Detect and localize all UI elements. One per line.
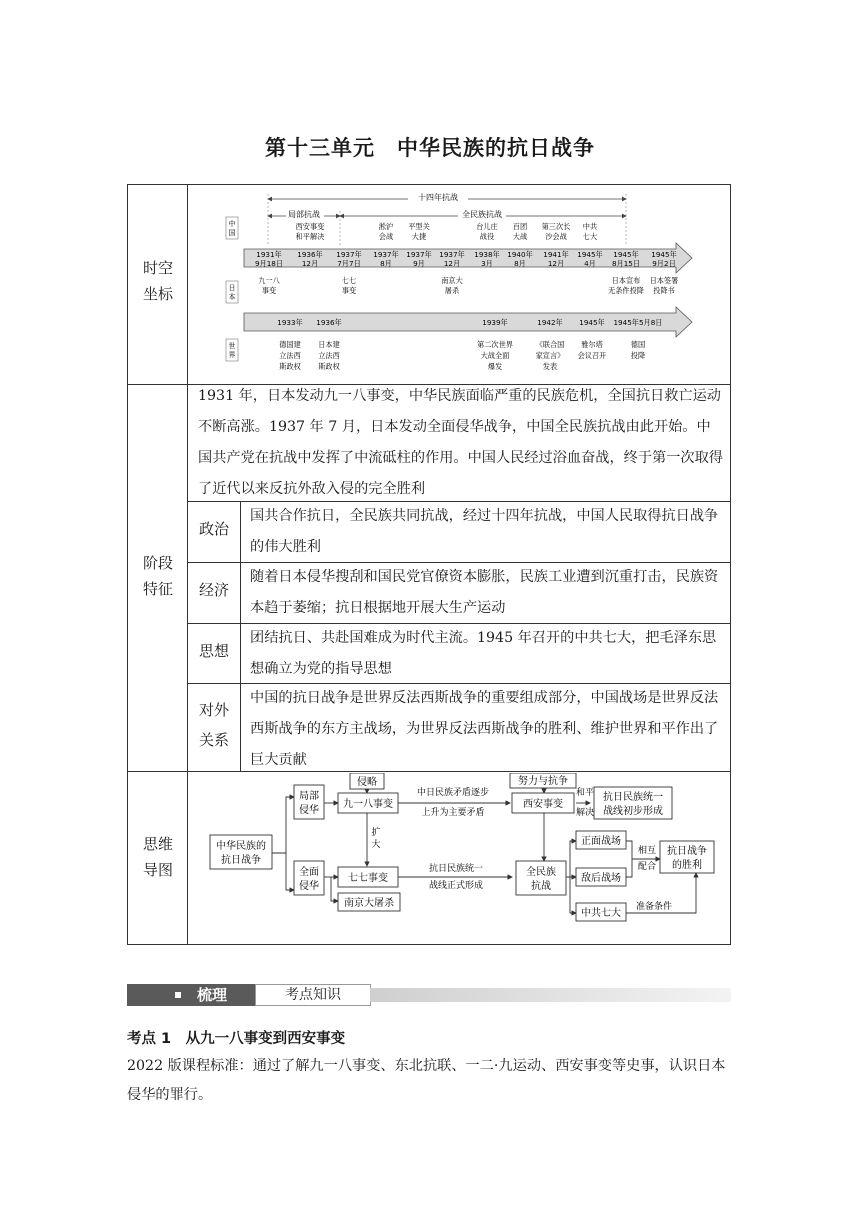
- world-event-line: 投降: [630, 351, 646, 360]
- japan-event-line: 南京大: [441, 276, 463, 285]
- svg-text:南京大屠杀: 南京大屠杀: [344, 898, 394, 909]
- mm-contradiction: [417, 786, 489, 818]
- svg-text:抗日民族统一: 抗日民族统一: [428, 864, 484, 874]
- mm-root: [210, 835, 272, 869]
- japan-event-line: 无条件投降: [608, 286, 644, 295]
- timeline-graphic: [190, 187, 730, 381]
- svg-text:全面: 全面: [299, 867, 319, 878]
- svg-text:全民族: 全民族: [526, 867, 556, 878]
- span-fourteen-years: 十四年抗战: [418, 193, 458, 202]
- world-date: 1945年: [579, 318, 605, 327]
- mm-sept18: [338, 793, 398, 813]
- svg-text:战线正式形成: 战线正式形成: [428, 881, 484, 891]
- mind-map: [190, 773, 730, 945]
- row-label-mindmap: 思维 导图: [142, 835, 173, 879]
- svg-text:正面战场: 正面战场: [581, 836, 621, 847]
- section-tag: 梳理: [127, 984, 255, 1006]
- world-date: 1933年: [277, 318, 303, 327]
- china-event-line: 会战: [378, 232, 394, 241]
- svg-text:侵华: 侵华: [299, 881, 319, 892]
- svg-text:本: 本: [228, 293, 236, 301]
- world-event-line: 发表: [542, 362, 558, 371]
- svg-text:中华民族的: 中华民族的: [216, 841, 266, 852]
- svg-text:的胜利: 的胜利: [672, 860, 702, 871]
- svg-text:抗战: 抗战: [531, 881, 551, 892]
- side-tag-japan: [226, 281, 238, 303]
- sub-label-economy: 经济: [198, 581, 229, 599]
- timeline-date-day: 3月: [481, 259, 493, 268]
- mm-nanjing: [338, 893, 400, 911]
- timeline-date-year: 1945年: [613, 250, 639, 259]
- china-event-line: 西安事变: [295, 222, 325, 231]
- china-event-line: 大战: [512, 232, 528, 241]
- sub-label-politics: 政治: [198, 520, 229, 538]
- world-event-line: 第二次世界: [477, 340, 513, 349]
- world-event-line: 斯政权: [279, 362, 301, 371]
- timeline-date-year: 1938年: [474, 250, 500, 259]
- timeline-date-day: 9月: [413, 259, 425, 268]
- svg-text:解决: 解决: [576, 808, 595, 818]
- world-event-line: 德国: [630, 340, 646, 349]
- timeline-date-year: 1937年: [336, 250, 362, 259]
- china-event-line: 战役: [479, 232, 495, 241]
- page-title: 第十三单元 中华民族的抗日战争: [265, 136, 595, 160]
- world-event-line: 日本建: [318, 340, 340, 349]
- timeline-date-day: 8月: [514, 259, 526, 268]
- china-event-line: 平型关: [408, 222, 430, 231]
- timeline-date-year: 1945年: [651, 250, 677, 259]
- svg-text:中日民族矛盾逐步: 中日民族矛盾逐步: [416, 788, 490, 798]
- mm-cooperate: [638, 844, 656, 872]
- svg-text:配合: 配合: [638, 862, 657, 872]
- world-event-line: 《联合国: [535, 340, 565, 349]
- side-tag-china: [226, 217, 238, 239]
- japan-event-line: 日本签署: [649, 276, 679, 285]
- mm-prepare: [636, 900, 672, 912]
- china-event-line: 大捷: [411, 232, 427, 241]
- japan-event-line: 事变: [261, 286, 277, 295]
- china-event-line: 淞沪: [378, 222, 394, 231]
- sub-text-thought: 团结抗日、共赴国难成为时代主流。1945 年召开的中共七大，把毛泽东思想确立为党的指导思想: [250, 630, 717, 677]
- mm-local-invasion: [294, 785, 324, 819]
- svg-text:九一八事变: 九一八事变: [343, 799, 393, 810]
- timeline-date-day: 12月: [301, 259, 319, 268]
- svg-text:局部: 局部: [299, 791, 319, 802]
- svg-text:大: 大: [371, 840, 381, 850]
- china-event-line: 第三次长: [541, 222, 571, 231]
- mm-expand: [371, 826, 380, 850]
- sub-col-divider: [240, 501, 241, 771]
- sub-label-thought: 思想: [198, 642, 229, 660]
- mm-invasion: [350, 773, 384, 789]
- japan-event-line: 九一八: [258, 276, 280, 285]
- mm-july7: [338, 867, 398, 887]
- timeline-date-year: 1936年: [297, 250, 323, 259]
- row-label-stage: 阶段 特征: [142, 554, 173, 598]
- span-local-war: 局部抗战: [288, 210, 320, 219]
- world-event-line: 立法西: [318, 351, 340, 360]
- timeline-date-year: 1931年: [256, 250, 282, 259]
- sub-label-foreign: 对外 关系: [198, 701, 229, 749]
- svg-text:上升为主要矛盾: 上升为主要矛盾: [421, 808, 485, 818]
- svg-text:日: 日: [228, 284, 236, 292]
- timeline-date-day: 12月: [443, 259, 461, 268]
- japan-event-line: 投降书: [653, 286, 675, 295]
- world-event-line: 斯政权: [318, 362, 340, 371]
- timeline-date-day: 7月7日: [337, 259, 361, 268]
- japan-event-line: 七七: [341, 276, 357, 285]
- mm-effort: [510, 773, 576, 788]
- japan-event-line: 事变: [341, 286, 357, 295]
- span-full-war: 全民族抗战: [462, 210, 502, 219]
- world-event-line: 家宣言》: [535, 351, 565, 360]
- timeline-date-year: 1941年: [543, 250, 569, 259]
- unit-overview-table: [127, 184, 731, 945]
- svg-text:七七事变: 七七事变: [348, 873, 388, 884]
- world-date: 1939年: [482, 318, 508, 327]
- mm-victory: [660, 841, 714, 873]
- side-tag-world: [226, 339, 238, 361]
- timeline-date-day: 8月: [380, 259, 392, 268]
- section-header-bar: [127, 984, 731, 1006]
- world-event-line: 雅尔塔: [581, 340, 603, 349]
- svg-text:世: 世: [228, 342, 236, 350]
- world-event-line: 大战全面: [480, 351, 510, 360]
- mm-full-invasion: [294, 861, 324, 895]
- world-event-line: 会议召开: [577, 351, 607, 360]
- china-event-line: 和平解决: [295, 232, 325, 241]
- svg-text:界: 界: [228, 351, 236, 359]
- timeline-date-day: 12月: [547, 259, 565, 268]
- china-event-line: 中共: [582, 222, 598, 231]
- section-bar-decoration: [370, 988, 731, 1002]
- svg-text:战线初步形成: 战线初步形成: [603, 806, 663, 817]
- svg-text:中共七大: 中共七大: [581, 908, 621, 919]
- china-event-line: 沙会战: [545, 232, 567, 241]
- mm-formal-front: [429, 862, 483, 891]
- svg-text:敌后战场: 敌后战场: [581, 873, 621, 884]
- world-event-line: 爆发: [487, 362, 503, 371]
- svg-text:和平: 和平: [576, 788, 595, 798]
- timeline-date-year: 1945年: [577, 250, 603, 259]
- china-event-line: 台儿庄: [476, 222, 498, 231]
- mm-cpc7: [576, 903, 626, 921]
- svg-text:抗日战争: 抗日战争: [221, 855, 261, 866]
- sub-text-politics: 国共合作抗日，全民族共同抗战，经过十四年抗战，中国人民取得抗日战争的伟大胜利: [250, 508, 719, 555]
- curriculum-standard: 2022 版课程标准：通过了解九一八事变、东北抗联、一二·九运动、西安事变等史事，认识日本侵华的罪行。: [127, 1058, 726, 1103]
- stage-intro: 1931 年，日本发动九一八事变，中华民族面临严重的民族危机，全国抗日救亡运动不断高涨。1937 年 7 月，日本发动全面侵华战争，中国全民族抗战由此开始。中国共产党在抗战中发挥了中流砥柱的作用。中国人民经过浴血奋战，终于第一次取得了近代以来反抗外敌入侵的完全胜利: [198, 388, 723, 497]
- knowledge-point-title: 考点 1 从九一八事变到西安事变: [127, 1031, 346, 1047]
- mm-initial-front: [594, 787, 672, 819]
- world-event-line: 德国建: [279, 340, 301, 349]
- mm-frontal: [576, 831, 626, 849]
- svg-text:准备条件: 准备条件: [636, 902, 673, 912]
- china-event-line: 百团: [512, 222, 528, 231]
- row-label-timeline: 时空 坐标: [142, 259, 173, 303]
- mm-national-war: [516, 861, 566, 895]
- sub-text-economy: 随着日本侵华搜刮和国民党官僚资本膨胀，民族工业遭到沉重打击，民族资本趋于萎缩；抗日根据地开展大生产运动: [250, 569, 719, 616]
- svg-text:抗日民族统一: 抗日民族统一: [603, 792, 663, 803]
- world-date: 1936年: [316, 318, 342, 327]
- mm-xian: [512, 793, 574, 813]
- timeline-date-year: 1937年: [406, 250, 432, 259]
- svg-text:扩: 扩: [371, 828, 381, 838]
- section-subtitle: 考点知识: [255, 984, 371, 1006]
- sub-text-foreign: 中国的抗日战争是世界反法西斯战争的重要组成部分，中国战场是世界反法西斯战争的东方主战场，为世界反法西斯战争的胜利、维护世界和平作出了巨大贡献: [250, 690, 719, 768]
- timeline-date-day: 9月2日: [652, 259, 676, 268]
- japan-event-line: 屠杀: [444, 286, 460, 295]
- svg-text:中: 中: [228, 220, 236, 228]
- timeline-date-day: 9月18日: [254, 259, 284, 268]
- mm-peace: [576, 787, 594, 818]
- svg-text:国: 国: [228, 229, 236, 237]
- world-date: 1945年5月8日: [613, 318, 663, 327]
- timeline-date-day: 8月15日: [611, 259, 641, 268]
- timeline-date-day: 4月: [584, 259, 596, 268]
- square-bullet-icon: [175, 992, 181, 998]
- mm-rear: [576, 868, 626, 886]
- timeline-date-year: 1937年: [373, 250, 399, 259]
- svg-text:西安事变: 西安事变: [523, 799, 563, 810]
- world-event-line: 立法西: [279, 351, 301, 360]
- china-event-line: 七大: [582, 232, 598, 241]
- world-date: 1942年: [537, 318, 563, 327]
- svg-text:侵略: 侵略: [357, 777, 377, 788]
- svg-text:相互: 相互: [638, 846, 657, 856]
- svg-text:侵华: 侵华: [299, 805, 319, 816]
- svg-text:努力与抗争: 努力与抗争: [518, 776, 568, 787]
- svg-text:抗日战争: 抗日战争: [667, 846, 707, 857]
- timeline-date-year: 1937年: [439, 250, 465, 259]
- timeline-date-year: 1940年: [507, 250, 533, 259]
- japan-event-line: 日本宣布: [611, 276, 641, 285]
